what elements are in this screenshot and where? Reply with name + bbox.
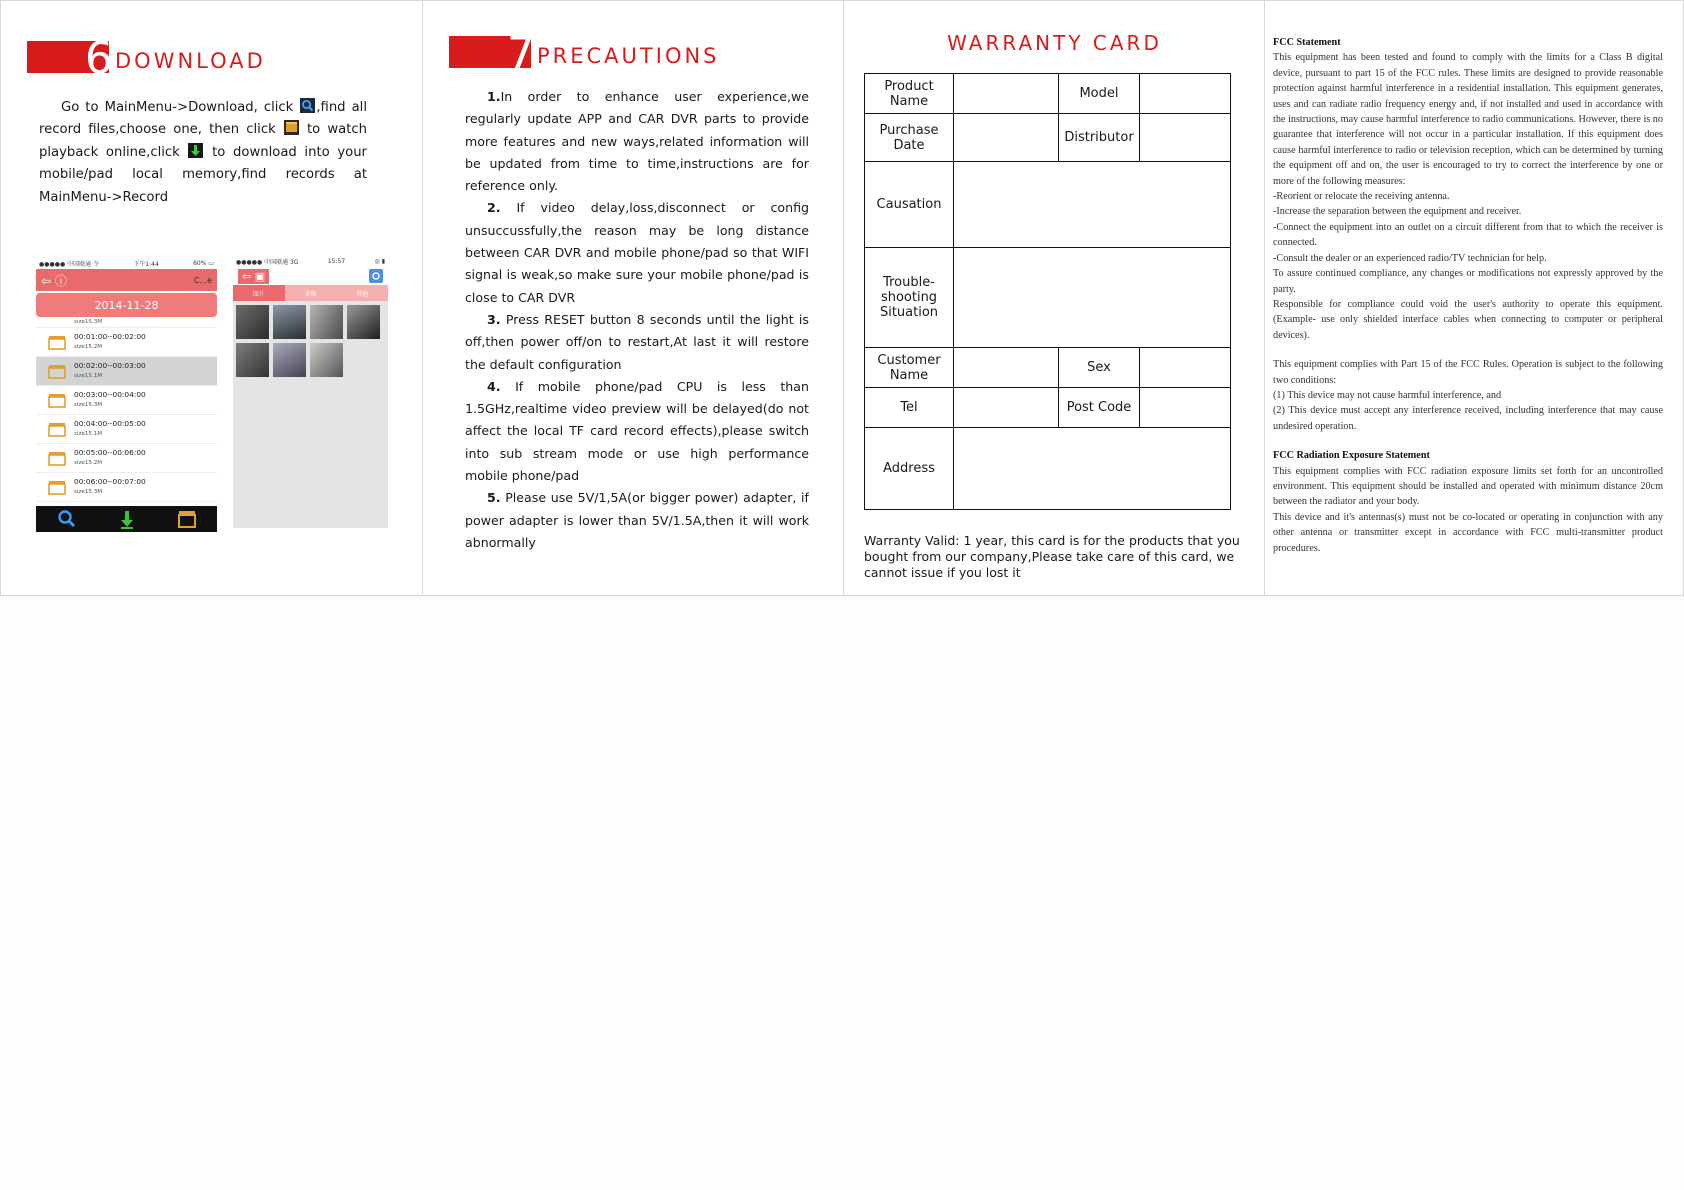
app-header <box>233 267 388 285</box>
film-icon <box>48 422 66 437</box>
item-number: 3. <box>487 311 501 327</box>
item-number: 2. <box>487 200 501 216</box>
fcc-condition: (1) This device may not cause harmful interference, and <box>1273 389 1502 401</box>
tab-other[interactable]: 其他 <box>336 285 388 301</box>
thumbnail[interactable] <box>310 343 343 377</box>
instr-text-4: to download into your mobile/pad local memory,find records at MainMenu->Record <box>39 144 367 205</box>
customer-name-label: Customer Name <box>865 348 954 388</box>
bottom-tab-bar <box>36 506 217 532</box>
precautions-list <box>465 86 809 554</box>
download-icon <box>188 143 203 158</box>
purchase-date-field[interactable] <box>954 114 1059 162</box>
fcc-condition: (2) This device must accept any interference received, including interference that may cause undesired operation. <box>1273 405 1663 432</box>
download-instructions <box>39 97 367 209</box>
phone-screenshot-gallery <box>233 255 388 528</box>
tel-field[interactable] <box>954 388 1059 428</box>
address-label: Address <box>865 428 954 510</box>
sex-label: Sex <box>1059 348 1140 388</box>
back-download-icon[interactable]: ⇦ ⓘ <box>41 273 67 288</box>
fcc-paragraph: To assure continued compliance, any changes or modifications not expressly approved by the party. <box>1273 268 1663 295</box>
model-label: Model <box>1059 74 1140 114</box>
film-icon <box>48 364 66 379</box>
film-icon <box>284 120 299 135</box>
precautions-heading <box>449 28 720 79</box>
thumbnail[interactable] <box>273 343 306 377</box>
item-number: 5. <box>487 490 501 506</box>
item-number: 1. <box>487 89 501 104</box>
fcc-panel <box>1265 1 1684 595</box>
fcc-measure: -Increase the separation between the equipment and receiver. <box>1273 206 1522 218</box>
file-size: size15.3M <box>74 402 103 408</box>
film-icon <box>48 393 66 408</box>
status-battery: 60% ▭ <box>193 259 214 267</box>
heading-bar <box>449 28 535 79</box>
list-item[interactable] <box>36 386 217 415</box>
fcc-measure: -Connect the equipment into an outlet on a circuit different from that to which the receiver is connected. <box>1273 221 1663 249</box>
product-name-field[interactable] <box>954 74 1059 114</box>
model-field[interactable] <box>1140 74 1231 114</box>
phone-screenshot-list <box>36 257 217 532</box>
record-file-list <box>36 317 217 502</box>
thumbnail[interactable] <box>347 305 380 339</box>
date-pill[interactable]: 2014-11-28 <box>36 293 217 317</box>
product-name-label: Product Name <box>865 74 954 114</box>
film-icon <box>48 335 66 350</box>
tab-videos[interactable]: 录像 <box>285 285 337 301</box>
file-size: size15.1M <box>74 373 103 379</box>
item-text: Press RESET button 8 seconds until the light is off,then power off/on to restart,At last it will restore the default configuration <box>465 311 809 372</box>
download-panel <box>1 1 423 595</box>
status-bar <box>36 257 217 269</box>
instr-text-2: ,find all record files,choose one, then click <box>39 100 367 138</box>
status-time: 15:57 <box>327 257 346 265</box>
status-icons: ◎ ▮ <box>374 257 385 265</box>
warranty-note: Warranty Valid: 1 year, this card is for the products that you bought from our company,Please take care of this card, we cannot issue if you lost it <box>864 533 1240 580</box>
heading-bar <box>27 33 113 84</box>
customer-name-field[interactable] <box>954 348 1059 388</box>
file-time: 00:06:00--00:07:00 <box>74 477 146 486</box>
file-time: 00:05:00--00:06:00 <box>74 448 146 457</box>
fcc-measure: -Consult the dealer or an experienced radio/TV technician for help. <box>1273 252 1547 264</box>
search-icon[interactable] <box>56 509 78 529</box>
film-icon <box>48 451 66 466</box>
warranty-form <box>864 73 1231 510</box>
file-time: 00:03:00--00:04:00 <box>74 390 146 399</box>
app-header <box>36 269 217 291</box>
warranty-title: WARRANTY CARD <box>947 31 1162 55</box>
fcc-statement <box>1273 35 1663 556</box>
film-icon[interactable] <box>177 509 197 529</box>
item-text: If video delay,loss,disconnect or config unsuccussfully,the reason may be long distance between CAR DVR and mobile phone/pad so that WIFI signal is weak,so make sure your mobile phone/pad is close to CAR DVR <box>465 200 810 305</box>
settings-icon[interactable] <box>369 269 383 283</box>
warranty-panel <box>844 1 1265 595</box>
list-item[interactable] <box>36 444 217 473</box>
address-field[interactable] <box>954 428 1231 510</box>
list-item <box>465 309 809 376</box>
file-size: size15.3M <box>74 318 103 325</box>
thumbnail[interactable] <box>236 343 269 377</box>
section-number: 6 <box>85 33 113 84</box>
instr-text-3: to watch playback online,click <box>39 122 368 160</box>
list-item-selected[interactable] <box>36 357 217 386</box>
search-icon <box>300 98 315 113</box>
list-item <box>465 487 809 554</box>
download-icon[interactable] <box>118 509 136 529</box>
header-right-label[interactable]: C...e <box>193 275 212 285</box>
back-icon[interactable]: ⇦ ▣ <box>238 269 269 284</box>
fcc-measure: -Reorient or relocate the receiving antenna. <box>1273 191 1450 203</box>
purchase-date-label: Purchase Date <box>865 114 954 162</box>
thumbnail[interactable] <box>236 305 269 339</box>
distributor-field[interactable] <box>1140 114 1231 162</box>
fcc-paragraph: This device and it's antennas(s) must not be co-located or operating in conjunction with any other antenna or transmitter except in accordance with FCC multi-transmitter product procedures. <box>1273 511 1663 554</box>
fcc-radiation-heading: FCC Radiation Exposure Statement <box>1273 450 1430 462</box>
fcc-paragraph: This equipment complies with Part 15 of the FCC Rules. Operation is subject to the following two conditions: <box>1273 359 1663 386</box>
file-size: size15.1M <box>74 431 103 437</box>
list-item[interactable] <box>36 473 217 502</box>
list-item <box>465 376 809 487</box>
section-number: 7 <box>507 28 535 79</box>
thumbnail[interactable] <box>310 305 343 339</box>
file-time: 00:01:00--00:02:00 <box>74 332 146 341</box>
file-time: 00:04:00--00:05:00 <box>74 419 146 428</box>
tel-label: Tel <box>865 388 954 428</box>
thumbnail[interactable] <box>273 305 306 339</box>
media-tabs <box>233 285 388 301</box>
section-title: PRECAUTIONS <box>537 44 720 68</box>
item-text: If mobile phone/pad CPU is less than 1.5GHz,realtime video preview will be delayed(do not affect the local TF card record effects),please switch into sub stream mode or use high performance mobile phone/pad <box>465 378 809 484</box>
post-code-label: Post Code <box>1059 388 1140 428</box>
instr-text-1: Go to MainMenu->Download, click <box>61 100 294 115</box>
troubleshooting-field[interactable] <box>954 248 1231 348</box>
section-title: DOWNLOAD <box>115 49 266 73</box>
status-time: 下午1:44 <box>133 260 159 268</box>
precautions-panel <box>423 1 844 595</box>
status-carrier: ●●●●● 中国联通 3G <box>236 258 299 266</box>
thumbnail-grid <box>233 301 388 381</box>
status-carrier: ●●●●● 中国联通 令 <box>39 260 99 268</box>
file-size: size15.2M <box>74 344 103 350</box>
fcc-paragraph: This equipment has been tested and found to comply with the limits for a Class B digital device, pursuant to part 15 of the FCC rules. These limits are designed to provide reasonable protection against harmful interference in a residential installation. This equipment generates, uses and can radiate radio frequency energy and, if not installed and used in accordance with the instructions, may cause harmful interference to radio communications. However, there is no guarantee that interference will not occur in a particular installation. If this equipment does cause harmful interference to radio or television reception, which can be determined by turning the equipment off and on, the user is encouraged to try to correct the interference by one or more of the following measures: <box>1273 52 1663 187</box>
fcc-paragraph: Responsible for compliance could void the user's authority to operate this equipment. (Example- use only shielded interface cables when connecting to computer or peripheral devices). <box>1273 298 1663 341</box>
item-text: Please use 5V/1,5A(or bigger power) adapter, if power adapter is lower than 5V/1.5A,then it will work abnormally <box>465 490 809 550</box>
sex-field[interactable] <box>1140 348 1231 388</box>
tab-photos[interactable]: 图片 <box>233 285 285 301</box>
file-time: 00:02:00--00:03:00 <box>74 361 146 370</box>
film-icon <box>48 480 66 495</box>
list-item[interactable] <box>36 328 217 357</box>
fcc-paragraph: This equipment complies with FCC radiation exposure limits set forth for an uncontrolled environment. This equipment should be installed and operated with minimum distance 20cm between the radiator and your body. <box>1273 465 1663 508</box>
download-heading <box>27 33 266 84</box>
file-size: size15.3M <box>74 489 103 495</box>
fcc-heading: FCC Statement <box>1273 37 1341 48</box>
post-code-field[interactable] <box>1140 388 1231 428</box>
item-text: In order to enhance user experience,we regularly update APP and CAR DVR parts to provide more features and new ways,related information will be updated from time to time,instructions are for reference only. <box>465 89 809 194</box>
list-item[interactable] <box>36 415 217 444</box>
list-item <box>465 86 809 197</box>
file-size: size15.2M <box>74 460 103 466</box>
causation-label: Causation <box>865 162 954 248</box>
status-bar <box>233 255 388 267</box>
distributor-label: Distributor <box>1059 114 1140 162</box>
list-item[interactable] <box>36 317 217 328</box>
causation-field[interactable] <box>954 162 1231 248</box>
troubleshooting-label: Trouble-shooting Situation <box>865 248 954 348</box>
item-number: 4. <box>487 378 501 394</box>
list-item <box>465 197 809 308</box>
